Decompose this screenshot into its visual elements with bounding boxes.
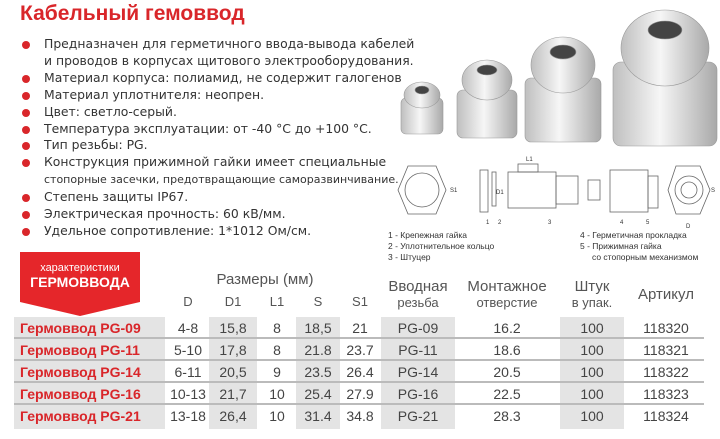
cell-qty: 100 <box>580 364 604 380</box>
svg-text:D1: D1 <box>496 190 504 196</box>
cell-s: 23.5 <box>304 364 332 380</box>
cell-thread: PG-16 <box>397 386 439 402</box>
cell-name: Гермоввод PG-09 <box>20 320 141 336</box>
svg-text:L1: L1 <box>526 157 533 163</box>
col-qty: Штук в упак. <box>571 278 613 310</box>
cell-d: 5-10 <box>173 342 203 358</box>
cell-s1: 21 <box>352 320 368 336</box>
svg-text:2: 2 <box>498 220 502 226</box>
cell-s1: 27.9 <box>346 386 374 402</box>
cell-article: 118321 <box>643 342 689 358</box>
feature-item: Степень защиты IP67. <box>22 189 414 206</box>
product-photo-cable-glands <box>395 0 720 150</box>
feature-item: Удельное сопротивление: 1*1012 Ом/см. <box>22 223 414 240</box>
table-row <box>14 339 704 361</box>
cell-qty: 100 <box>580 342 604 358</box>
cell-d1: 20,5 <box>219 364 247 380</box>
cell-name: Гермоввод PG-14 <box>20 364 141 380</box>
cell-d: 13-18 <box>170 408 206 424</box>
feature-item: Конструкция прижимной гайки имеет специальные стопорные засечки, предотвращающие саморазвинчивание. <box>22 154 414 189</box>
cell-d: 10-13 <box>170 386 206 402</box>
cell-article: 118322 <box>643 364 689 380</box>
svg-text:4: 4 <box>620 220 624 226</box>
feature-item: Предназначен для герметичного ввода-вывода кабелей и проводов в корпусах щитового электрооборудования. <box>22 36 414 70</box>
feature-item: Материал корпуса: полиамид, не содержит галогенов <box>22 70 414 87</box>
cell-s1: 34.8 <box>346 408 374 424</box>
feature-item: Тип резьбы: PG. <box>22 137 414 154</box>
cell-l1: 10 <box>269 386 285 402</box>
col-l1: L1 <box>269 294 285 309</box>
cell-name: Гермоввод PG-11 <box>20 342 140 358</box>
diagram-legend-right: 4 - Герметичная прокладка 5 - Прижимная гайка со стопорным механизмом <box>580 230 699 262</box>
table-row <box>14 405 704 427</box>
svg-text:3: 3 <box>548 220 552 226</box>
cell-mount: 28.3 <box>493 408 521 424</box>
col-article: Артикул <box>638 286 694 303</box>
cell-l1: 8 <box>273 342 281 358</box>
cell-l1: 10 <box>269 408 285 424</box>
cable-gland-diagram <box>388 152 718 232</box>
svg-text:5: 5 <box>646 220 650 226</box>
cell-qty: 100 <box>580 386 604 402</box>
cell-l1: 9 <box>273 364 281 380</box>
feature-item: Электрическая прочность: 60 кВ/мм. <box>22 206 414 223</box>
col-d: D <box>183 294 193 309</box>
feature-item: Температура эксплуатации: от -40 °C до +100 °C. <box>22 121 414 138</box>
cell-name: Гермоввод PG-21 <box>20 408 141 424</box>
cell-mount: 22.5 <box>493 386 521 402</box>
cell-d1: 17,8 <box>219 342 247 358</box>
dimensions-header: Размеры (мм) <box>216 271 314 288</box>
cell-d1: 26,4 <box>219 408 247 424</box>
svg-text:S: S <box>711 188 716 194</box>
cell-thread: PG-11 <box>398 342 438 358</box>
svg-text:D: D <box>686 224 691 230</box>
svg-text:S1: S1 <box>450 188 458 194</box>
cell-s: 18,5 <box>304 320 332 336</box>
cell-s: 31.4 <box>304 408 332 424</box>
cell-mount: 16.2 <box>493 320 521 336</box>
cell-article: 118324 <box>643 408 689 424</box>
cell-s1: 23.7 <box>346 342 374 358</box>
cell-s: 25.4 <box>304 386 332 402</box>
cell-qty: 100 <box>580 408 604 424</box>
col-mount-hole: Монтажное отверстие <box>467 278 547 310</box>
diagram-legend-left: 1 - Крепежная гайка 2 - Уплотнительное кольцо 3 - Штуцер <box>388 230 495 262</box>
col-d1: D1 <box>224 294 242 309</box>
characteristics-banner: характеристики ГЕРМОВВОДА <box>20 252 140 302</box>
page-title: Кабельный гемоввод <box>20 2 245 25</box>
cell-s1: 26.4 <box>346 364 374 380</box>
cell-l1: 8 <box>273 320 281 336</box>
cell-thread: PG-14 <box>397 364 439 380</box>
cell-d1: 15,8 <box>219 320 247 336</box>
cell-mount: 18.6 <box>493 342 521 358</box>
cell-thread: PG-09 <box>397 320 439 336</box>
cell-s: 21.8 <box>304 342 332 358</box>
table-row <box>14 317 704 339</box>
table-row <box>14 361 704 383</box>
cell-d: 6-11 <box>174 364 202 380</box>
cell-d1: 21,7 <box>219 386 247 402</box>
cell-thread: PG-21 <box>397 408 439 424</box>
col-s1: S1 <box>352 294 368 309</box>
cell-article: 118320 <box>643 320 689 336</box>
cell-d: 4-8 <box>177 320 199 336</box>
cell-mount: 20.5 <box>493 364 521 380</box>
table-row <box>14 383 704 405</box>
col-s: S <box>313 294 323 309</box>
cell-name: Гермоввод PG-16 <box>20 386 141 402</box>
feature-list <box>22 36 414 240</box>
feature-item: Цвет: светло-серый. <box>22 104 414 121</box>
cell-qty: 100 <box>580 320 604 336</box>
col-thread: Вводная резьба <box>388 278 448 310</box>
svg-text:1: 1 <box>486 220 490 226</box>
feature-item: Материал уплотнителя: неопрен. <box>22 87 414 104</box>
cell-article: 118323 <box>643 386 689 402</box>
